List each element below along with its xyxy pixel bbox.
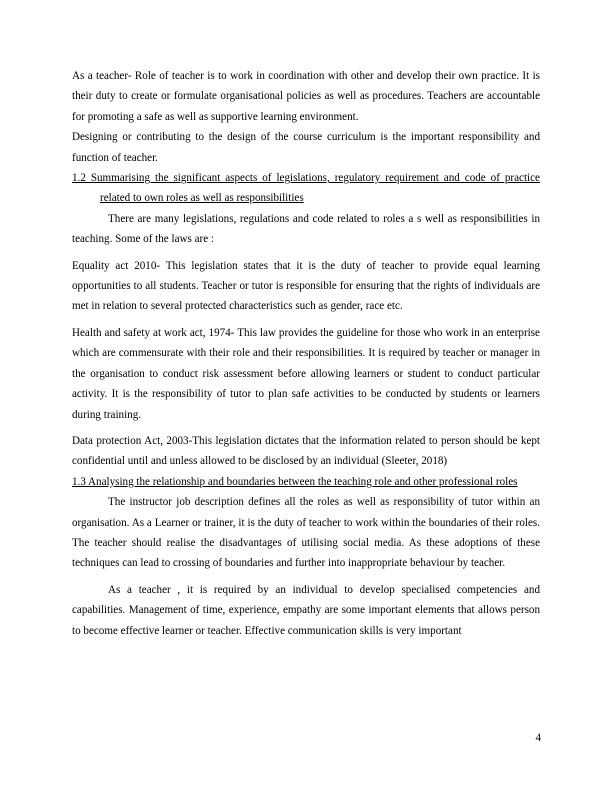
paragraph-equality-act: Equality act 2010- This legislation states that it is the duty of teacher to provide equal learning opportunities to all students. Teacher or tutor is responsible for ensuring that the rights of individuals are met in relation to several protected characteristics such as gender, race etc. (72, 259, 540, 313)
paragraph-instructor-job: The instructor job description defines all the roles as well as responsibility of tutor within an organisation. As a Learner or trainer, it is the duty of teacher to work within the boundaries of their roles. The teacher should realise the disadvantages of utilising social media. As these adoptions of these techniques can lead to crossing of boundaries and further into inappropriate behaviour by teacher. (72, 496, 540, 570)
paragraph-legislations-intro: There are many legislations, regulations and code related to roles a s well as responsibilities in teaching. Some of the laws are : (72, 212, 540, 246)
section-heading-1-3 (72, 472, 540, 492)
paragraph-health-safety-act: Health and safety at work act, 1974- This law provides the guideline for those who work in an enterprise which are commensurate with their role and their responsibilities. It is required by teacher or manager in the organisation to conduct risk assessment before allowing learners or student to conduct particular activity. It is the responsibility of tutor to plan safe activities to be conducted by students or learners during training. (72, 326, 540, 421)
section-heading-1-3-text: 1.3 Analysing the relationship and boundaries between the teaching role and other professional roles (72, 475, 518, 488)
section-heading-1-2 (72, 168, 540, 209)
paragraph-teacher-role: As a teacher- Role of teacher is to work in coordination with other and develop their own practice. It is their duty to create or formulate organisational policies as well as procedures. Teachers are accountable for promoting a safe as well as supportive learning environment. (72, 70, 540, 123)
document-body (72, 66, 540, 641)
paragraph-competencies: As a teacher , it is required by an individual to develop specialised competencies and capabilities. Management of time, experience, empathy are some important elements that allows person to become effective learner or teacher. Effective communication skills is very important (72, 583, 540, 637)
page-number: 4 (535, 732, 541, 744)
section-heading-1-2-text: 1.2 Summarising the significant aspects of legislations, regulatory requirement and code of practice related to own roles as well as responsibilities (72, 172, 540, 205)
paragraph-curriculum: Designing or contributing to the design of the course curriculum is the important responsibility and function of teacher. (72, 131, 540, 164)
paragraph-data-protection-act: Data protection Act, 2003-This legislation dictates that the information related to person should be kept confidential until and unless allowed to be disclosed by an individual (Sleeter, 2018) (72, 434, 540, 468)
